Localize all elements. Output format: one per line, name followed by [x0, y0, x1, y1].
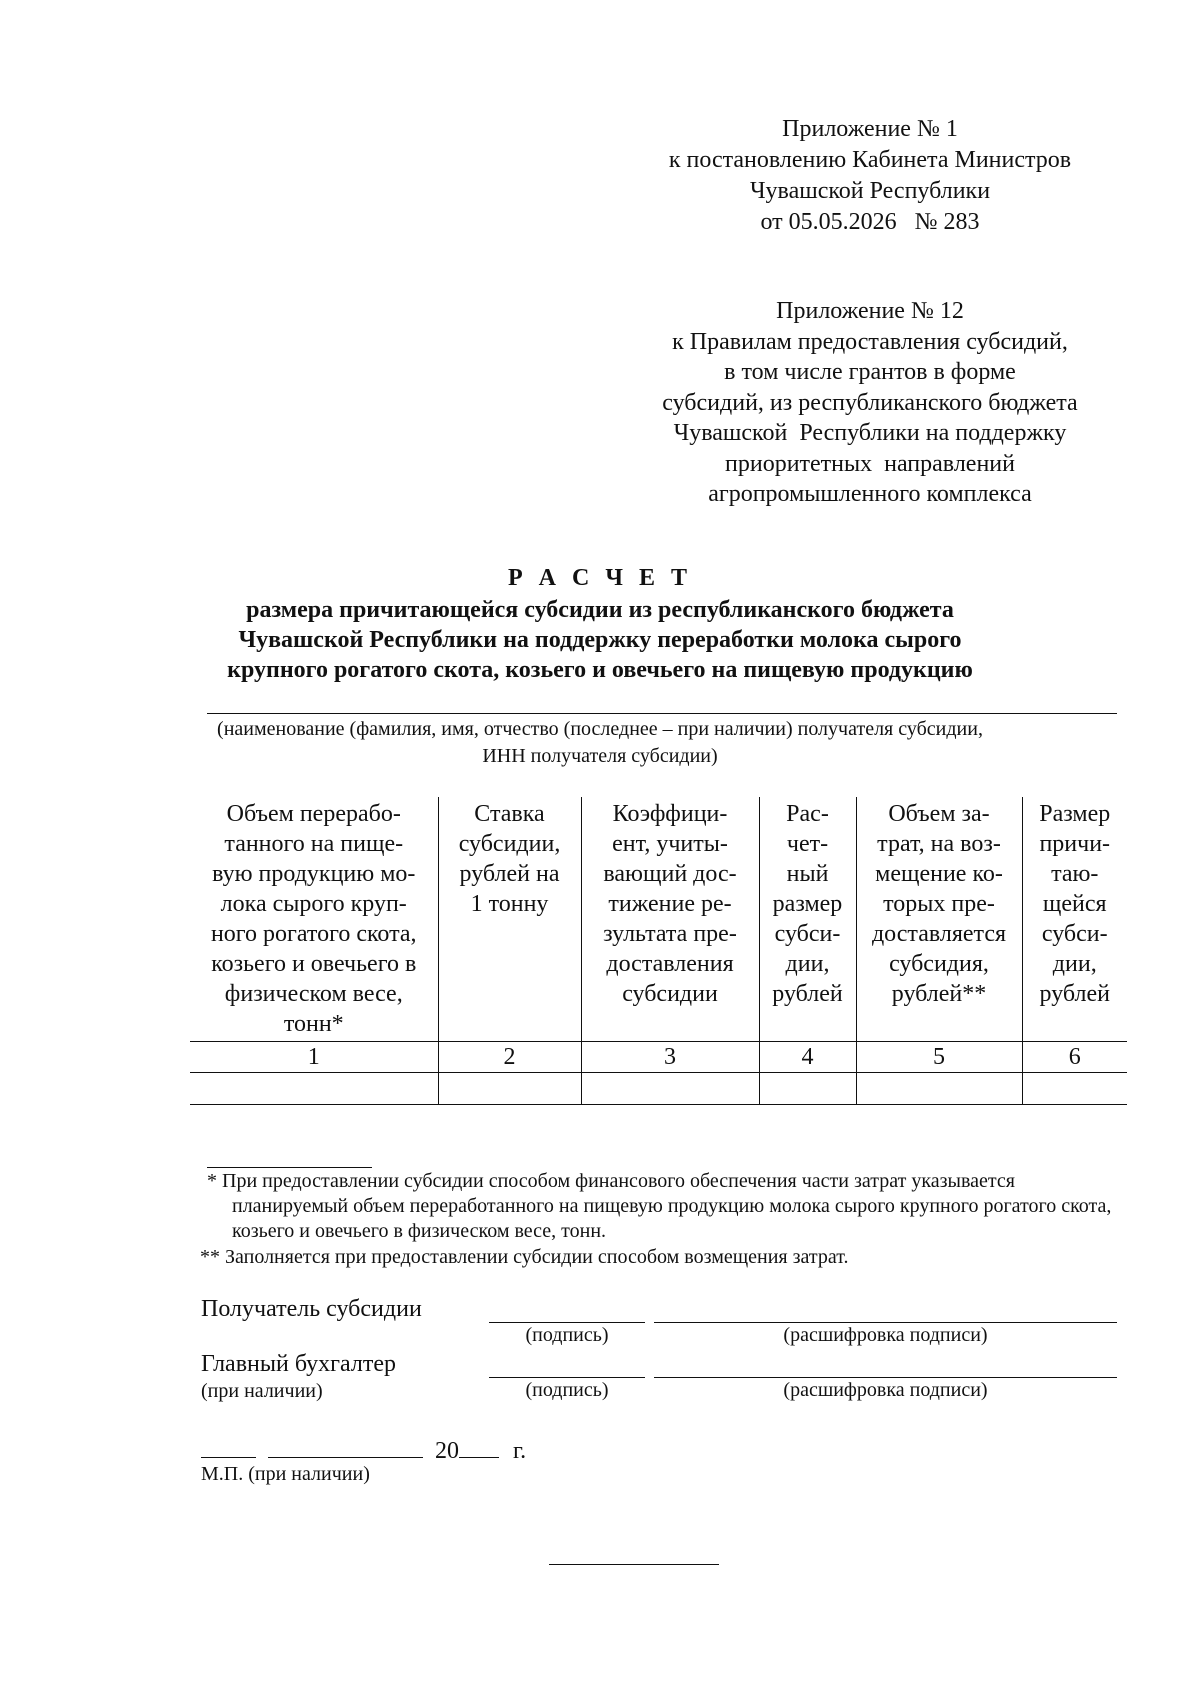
footnote-2-text: ** Заполняется при предоставлении субсидии способом возмещения затрат. — [200, 1246, 849, 1268]
column-number: 1 — [190, 1042, 438, 1073]
caption-line: (наименование (фамилия, имя, отчество (последнее – при наличии) получателя субсидии, — [217, 718, 983, 740]
header-text: субсидии — [622, 981, 718, 1007]
header-text: зультата пре- — [603, 921, 737, 947]
header-text: трат, на воз- — [877, 831, 1001, 857]
header-text: Размер — [1039, 801, 1111, 827]
day-field[interactable] — [201, 1435, 256, 1458]
subtitle-line: Чувашской Республики на поддержку переработки молока сырого — [238, 627, 962, 653]
accountant-note: (при наличии) — [201, 1380, 323, 1402]
appendix-1-line: от 05.05.2026 № 283 — [760, 209, 980, 235]
appendix-12-line: Приложение № 12 — [776, 298, 964, 324]
month-field[interactable] — [268, 1435, 423, 1458]
data-cell-rate[interactable] — [438, 1073, 581, 1105]
appendix-1-line: Чувашской Республики — [749, 178, 991, 204]
column-number: 6 — [1022, 1042, 1127, 1073]
header-text: танного на пище- — [224, 831, 404, 857]
caption-line: ИНН получателя субсидии) — [482, 745, 718, 767]
data-cell-coefficient[interactable] — [581, 1073, 759, 1105]
header-text: размер — [772, 891, 843, 917]
header-text: торых пре- — [883, 891, 995, 917]
header-text: физическом весе, — [224, 981, 403, 1007]
appendix-12-line: агропромышленного комплекса — [708, 481, 1032, 507]
appendix-12-line: приоритетных направлений — [725, 450, 1015, 477]
header-text: рублей на — [459, 861, 560, 887]
header-text: субси- — [1041, 921, 1108, 947]
document-subtitle — [0, 595, 1200, 685]
appendix-12-heading — [620, 296, 1120, 510]
header-text: дии, — [785, 951, 830, 977]
header-text: Объем перерабо- — [226, 801, 401, 827]
recipient-signature-label: Получатель субсидии — [201, 1296, 422, 1322]
header-text: Ставка — [474, 801, 545, 827]
header-text: рублей — [772, 981, 843, 1007]
header-text: вую продукцию мо- — [212, 861, 416, 887]
header-text: щейся — [1042, 891, 1107, 917]
document-title: Р А С Ч Е Т — [508, 565, 692, 591]
year-suffix: г. — [513, 1438, 527, 1464]
header-text: причи- — [1039, 831, 1111, 857]
header-text: субсидии, — [458, 831, 561, 857]
footnote-1-text: * При предоставлении субсидии способом финансового обеспечения части затрат указывается планируемый объем переработанного на пищевую продукцию молока сырого крупного рогатого скота, козьего и овечьего в физическом весе, тонн. — [207, 1170, 1112, 1242]
header-cell-costs — [856, 797, 1022, 1042]
appendix-12-line: Чувашской Республики на поддержку — [673, 420, 1067, 446]
column-number: 3 — [581, 1042, 759, 1073]
header-text: тонн* — [283, 1011, 344, 1037]
data-cell-volume[interactable] — [190, 1073, 438, 1105]
column-number: 5 — [856, 1042, 1022, 1073]
accountant-decoding-field[interactable] — [654, 1377, 1117, 1378]
header-text: Коэффици- — [612, 801, 728, 827]
header-text: рублей — [1039, 981, 1110, 1007]
appendix-1-line: к постановлению Кабинета Министров — [668, 147, 1072, 173]
header-text: ный — [786, 861, 829, 887]
footnote-separator — [207, 1167, 372, 1168]
appendix-1-line: Приложение № 1 — [782, 116, 958, 142]
header-text: мещение ко- — [875, 861, 1003, 887]
column-number: 4 — [759, 1042, 856, 1073]
accountant-signature-field[interactable] — [489, 1377, 645, 1378]
header-text: чет- — [786, 831, 829, 857]
header-text: лока сырого круп- — [220, 891, 407, 917]
header-text: тижение ре- — [608, 891, 732, 917]
header-text: рублей** — [891, 981, 987, 1007]
appendix-12-line: к Правилам предоставления субсидий, — [672, 328, 1068, 355]
header-cell-calculated-amount — [759, 797, 856, 1042]
appendix-12-line: в том числе грантов в форме — [724, 359, 1016, 385]
header-text: вающий дос- — [603, 861, 737, 887]
year-field[interactable] — [459, 1435, 499, 1458]
recipient-name-field[interactable] — [207, 713, 1117, 714]
header-text: таю- — [1051, 861, 1099, 887]
header-text: Объем за- — [888, 801, 990, 827]
column-number: 2 — [438, 1042, 581, 1073]
data-entry-row — [190, 1073, 1127, 1105]
header-text: дии, — [1052, 951, 1097, 977]
header-text: доставления — [606, 951, 734, 977]
recipient-signature-field[interactable] — [489, 1322, 645, 1323]
footnote-1 — [207, 1169, 1127, 1244]
recipient-decoding-field[interactable] — [654, 1322, 1117, 1323]
subtitle-line: крупного рогатого скота, козьего и овечьего на пищевую продукцию — [227, 657, 973, 683]
signature-caption: (подпись) — [525, 1324, 609, 1346]
decoding-caption: (расшифровка подписи) — [783, 1324, 988, 1346]
header-cell-coefficient — [581, 797, 759, 1042]
header-text: козьего и овечьего в — [211, 951, 417, 977]
subtitle-line: размера причитающейся субсидии из республиканского бюджета — [246, 597, 954, 623]
column-number-row — [190, 1042, 1127, 1073]
recipient-name-caption — [0, 716, 1200, 770]
end-separator — [549, 1564, 719, 1565]
table-header-row — [190, 797, 1127, 1042]
appendix-12-line: субсидий, из республиканского бюджета — [662, 389, 1078, 416]
header-text: 1 тонну — [470, 891, 549, 917]
signature-caption: (подпись) — [525, 1379, 609, 1401]
header-text: Рас- — [786, 801, 829, 827]
header-text: субсидия, — [889, 951, 989, 977]
header-cell-volume — [190, 797, 438, 1042]
decoding-caption: (расшифровка подписи) — [783, 1379, 988, 1401]
calculation-table — [190, 797, 1127, 1105]
header-text: ного рогатого скота, — [210, 921, 417, 947]
header-text: доставляется — [871, 921, 1007, 947]
header-cell-due-amount — [1022, 797, 1127, 1042]
header-text: ент, учиты- — [612, 831, 728, 857]
header-text: субси- — [774, 921, 841, 947]
data-cell-costs[interactable] — [856, 1073, 1022, 1105]
header-cell-rate — [438, 797, 581, 1042]
accountant-signature-label: Главный бухгалтер — [201, 1351, 396, 1377]
year-prefix: 20 — [435, 1438, 459, 1464]
appendix-1-heading — [620, 114, 1120, 238]
date-field — [201, 1435, 526, 1465]
stamp-note: М.П. (при наличии) — [201, 1463, 370, 1485]
footnote-2 — [200, 1245, 1120, 1270]
data-cell-due-amount[interactable] — [1022, 1073, 1127, 1105]
data-cell-calculated-amount[interactable] — [759, 1073, 856, 1105]
